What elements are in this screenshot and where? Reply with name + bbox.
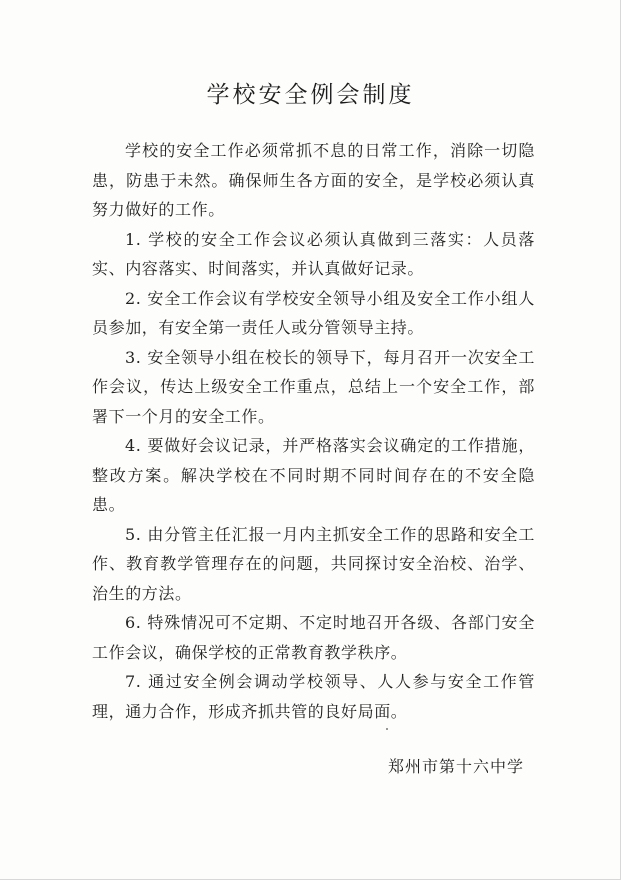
document-title: 学校安全例会制度 bbox=[206, 82, 415, 108]
signature: 郑州市第十六中学 bbox=[387, 757, 524, 776]
rule-item-4: 4. 要做好会议记录，并严格落实会议确定的工作措施，整改方案。解决学校在不同时期不同时间存在的不安全隐患。 bbox=[92, 436, 535, 514]
rule-item-2: 2. 安全工作会议有学校安全领导小组及安全工作小组人员参加，有安全第一责任人或分管领导主持。 bbox=[92, 288, 535, 337]
intro-paragraph: 学校的安全工作必须常抓不息的日常工作，消除一切隐患，防患于未然。确保师生各方面的安全，是学校必须认真努力做好的工作。 bbox=[92, 141, 535, 219]
rule-item-1: 1. 学校的安全工作会议必须认真做到三落实：人员落实、内容落实、时间落实，并认真做好记录。 bbox=[92, 229, 535, 278]
rule-item-5: 5. 由分管主任汇报一月内主抓安全工作的思路和安全工作、教育教学管理存在的问题，共同探讨安全治校、治学、治生的方法。 bbox=[92, 524, 535, 603]
rule-item-7: 7. 通过安全例会调动学校领导、人人参与安全工作管理，通力合作，形成齐抓共管的良好局面。 bbox=[92, 672, 535, 721]
rule-item-6: 6. 特殊情况可不定期、不定时地召开各级、各部门安全工作会议，确保学校的正常教育教学秩序。 bbox=[92, 613, 535, 662]
scan-speck bbox=[386, 728, 388, 730]
document-body bbox=[92, 136, 535, 726]
rule-item-3: 3. 安全领导小组在校长的领导下，每月召开一次安全工作会议，传达上级安全工作重点，总结上一个安全工作，部署下一个月的安全工作。 bbox=[92, 347, 535, 426]
